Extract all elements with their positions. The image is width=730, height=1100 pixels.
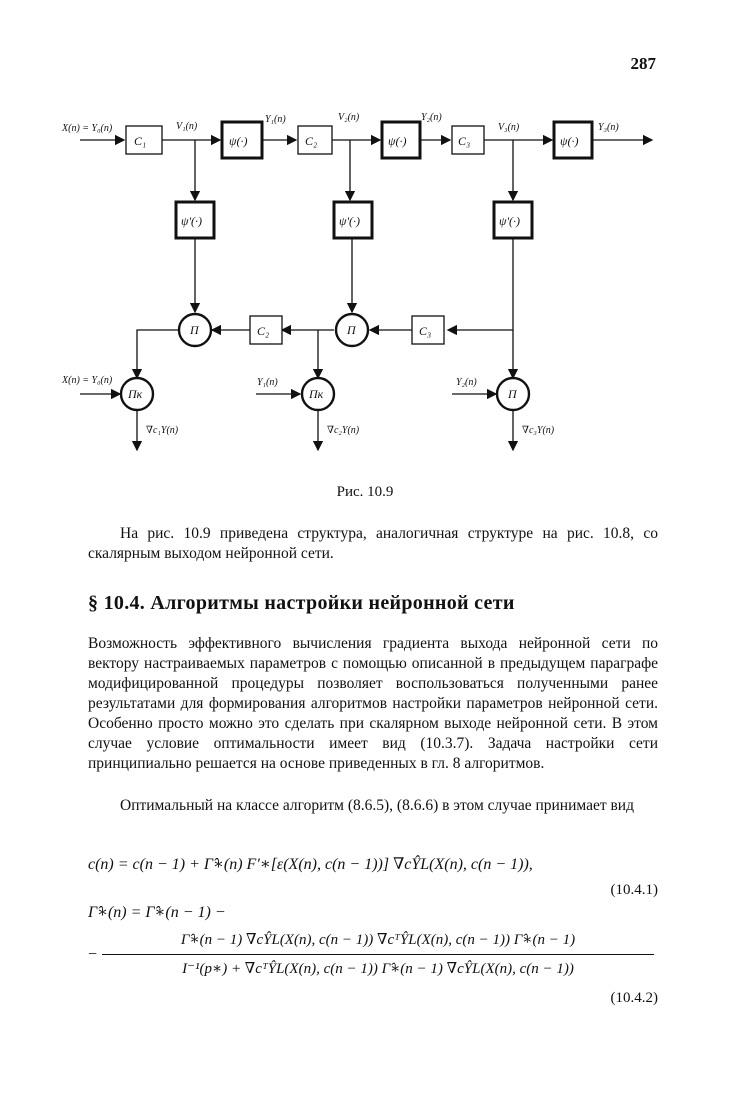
equation-10-4-1: c(n) = c(n − 1) + Γ̂∗(n) F′∗[ε(X(n), c(n − 1))] ∇cŶL(X(n), c(n − 1)), [88, 856, 533, 873]
signal-v1: V₁(n) [176, 121, 198, 132]
label-psi3: ψ(·) [560, 134, 579, 148]
label-c3: C₃ [458, 134, 471, 148]
signal-in-right: Y₂(n) [456, 377, 477, 388]
section-heading: § 10.4. Алгоритмы настройки нейронной сети [88, 592, 515, 614]
equation-10-4-2-fraction [88, 930, 658, 986]
paragraph-algorithm: Оптимальный на классе алгоритм (8.6.5), (8.6.6) в этом случае принимает вид [120, 797, 634, 814]
fraction-minus: − [88, 946, 98, 963]
figure-caption: Рис. 10.9 [336, 484, 394, 500]
signal-in-mid: Y₁(n) [257, 377, 278, 388]
label-mult-1: П [190, 323, 199, 337]
label-c1: C₁ [134, 134, 147, 148]
fraction-bar [102, 954, 654, 955]
label-psi-prime-1: ψ'(·) [181, 214, 203, 228]
label-psi1: ψ(·) [229, 134, 248, 148]
equation-number-10-4-2: (10.4.2) [610, 990, 658, 1006]
wire-psi3-feedback [448, 238, 513, 330]
label-mult-k1: Пк [128, 387, 143, 401]
fraction-denominator: I⁻¹(p∗) + ∇cᵀŶL(X(n), c(n − 1)) Γ̂∗(n − 1) ∇cŶL(X(n), c(n − 1)) [182, 961, 574, 977]
label-c2: C₂ [305, 134, 318, 148]
neural-network-block-diagram [0, 0, 730, 470]
signal-grad2: ∇c₂Y(n) [327, 425, 360, 436]
page-number: 287 [630, 54, 656, 73]
label-c2-feedback: C₂ [257, 324, 270, 338]
paragraph-intro: Возможность эффективного вычисления градиента выхода нейронной сети по вектору настраиваемых параметров с помощью описанной в предыдущем параграфе модифицированной процедуры позволяет воспользоваться полученными ранее результатами для формирования алгоритмов настройки параметров нейронной сети. Особенно просто можно это сделать при скалярном выходе нейронной сети. В этом случае условие оптимальности имеет вид (10.3.7). Задача настройки сети принципиально решается на основе приведенных в гл. 8 алгоритмов. [88, 635, 658, 772]
signal-grad3: ∇c₃Y(n) [522, 425, 555, 436]
fraction-numerator: Γ̂∗(n − 1) ∇cŶL(X(n), c(n − 1)) ∇cᵀŶL(X(n), c(n − 1)) Γ̂∗(n − 1) [180, 932, 576, 948]
wire-mult1-gradk1 [137, 330, 178, 378]
label-psi-prime-2: ψ'(·) [339, 214, 361, 228]
signal-y3: Y₃(n) [598, 122, 619, 133]
signal-y1: Y₁(n) [265, 114, 286, 125]
label-psi2: ψ(·) [388, 134, 407, 148]
signal-in-left: X(n) = Y₀(n) [62, 375, 113, 386]
signal-y2: Y₂(n) [421, 112, 442, 123]
label-mult-k2: Пк [309, 387, 324, 401]
signal-input: X(n) = Y₀(n) [62, 123, 113, 134]
label-psi-prime-3: ψ'(·) [499, 214, 521, 228]
signal-v3: V₃(n) [498, 122, 520, 133]
paragraph-figure-description: На рис. 10.9 приведена структура, аналогичная структуре на рис. 10.8, со скалярным выходом нейронной сети. [88, 525, 658, 562]
equation-number-10-4-1: (10.4.1) [610, 882, 658, 898]
label-c3-feedback: C₃ [419, 324, 432, 338]
equation-10-4-2-lhs: Γ̂∗(n) = Γ̂∗(n − 1) − [88, 904, 226, 921]
signal-grad1: ∇c₁Y(n) [146, 425, 179, 436]
label-mult-3: П [508, 387, 517, 401]
signal-v2: V₂(n) [338, 112, 360, 123]
label-mult-2: П [347, 323, 356, 337]
